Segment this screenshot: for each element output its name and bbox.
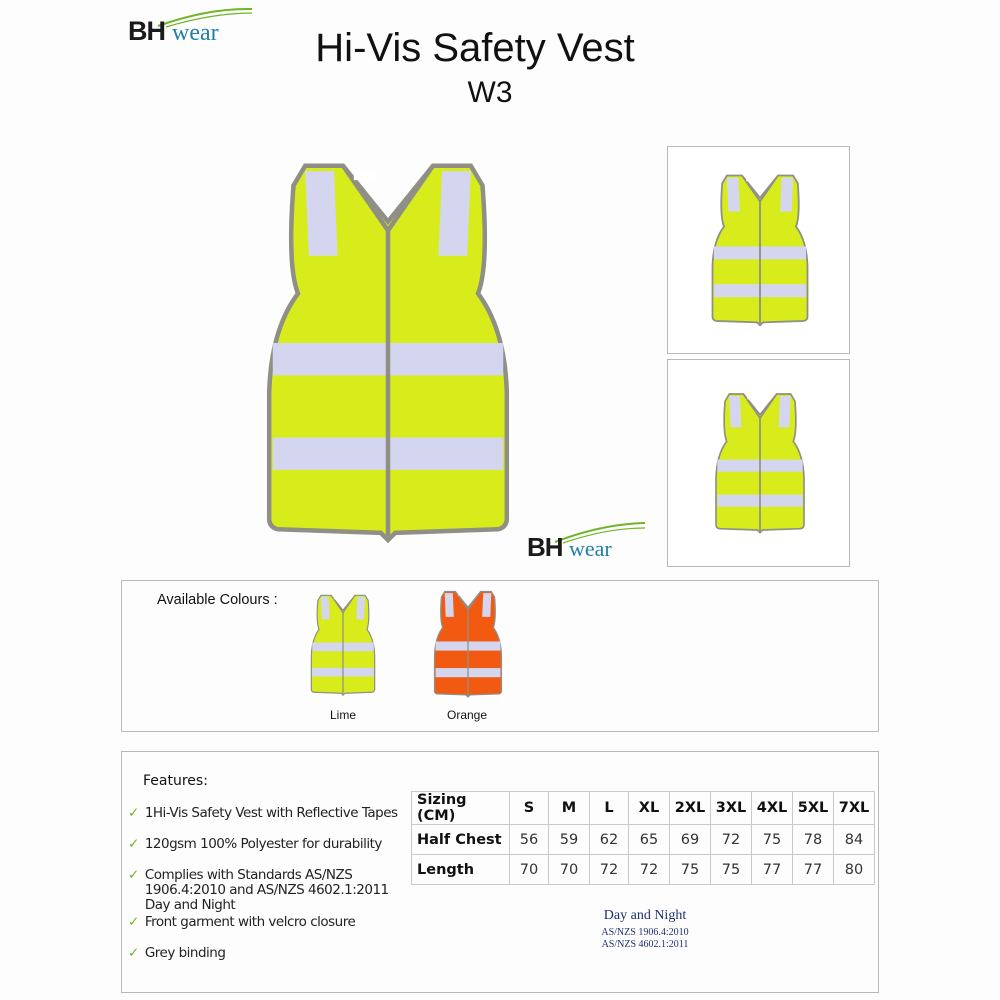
main-vest-image bbox=[253, 142, 523, 562]
thumbnail-front[interactable] bbox=[667, 146, 850, 354]
lime-colour-label: Lime bbox=[329, 708, 356, 722]
check-icon: ✓ bbox=[128, 867, 139, 883]
size-header-cell: 4XL bbox=[752, 792, 793, 825]
thumbnail-side[interactable] bbox=[667, 359, 850, 567]
table-cell: 84 bbox=[834, 825, 875, 855]
table-cell: 62 bbox=[590, 825, 629, 855]
lime-vest-swatch[interactable] bbox=[307, 587, 379, 703]
size-header-cell: M bbox=[549, 792, 590, 825]
table-cell: 59 bbox=[549, 825, 590, 855]
features-title: Features: bbox=[143, 773, 208, 789]
table-cell: 56 bbox=[510, 825, 549, 855]
check-icon: ✓ bbox=[128, 945, 139, 961]
size-header-cell: 3XL bbox=[711, 792, 752, 825]
table-cell: 77 bbox=[752, 855, 793, 885]
product-code: W3 bbox=[467, 76, 513, 109]
table-cell: 70 bbox=[549, 855, 590, 885]
check-icon: ✓ bbox=[128, 836, 139, 852]
table-cell: 72 bbox=[629, 855, 670, 885]
available-colours-label: Available Colours : bbox=[157, 592, 278, 608]
half-chest-row bbox=[412, 825, 875, 855]
standards-title: Day and Night bbox=[603, 908, 687, 923]
feature-item: ✓ Front garment with velcro closure bbox=[128, 914, 356, 930]
feature-item: ✓ 120gsm 100% Polyester for durability bbox=[128, 836, 382, 852]
table-cell: 75 bbox=[670, 855, 711, 885]
feature-item: ✓ Grey binding bbox=[128, 945, 226, 961]
size-header-cell: L bbox=[590, 792, 629, 825]
size-header-cell: XL bbox=[629, 792, 670, 825]
table-cell: 72 bbox=[711, 825, 752, 855]
table-cell: 80 bbox=[834, 855, 875, 885]
check-icon: ✓ bbox=[128, 805, 139, 821]
sizing-table bbox=[411, 791, 875, 885]
brand-logo-secondary bbox=[527, 520, 647, 564]
feature-item: ✓ Complies with Standards AS/NZS 1906.4:2010 and AS/NZS 4602.1:2011 Day and Night bbox=[128, 867, 389, 913]
sizing-header-row bbox=[412, 792, 875, 825]
table-cell: 70 bbox=[510, 855, 549, 885]
table-cell: 72 bbox=[590, 855, 629, 885]
standards-line: AS/NZS 1906.4:2010 bbox=[601, 927, 689, 938]
row-label: Half Chest bbox=[412, 825, 510, 855]
standards-line: AS/NZS 4602.1:2011 bbox=[601, 939, 689, 950]
table-cell: 75 bbox=[752, 825, 793, 855]
sizing-header-label: Sizing (CM) bbox=[412, 792, 510, 825]
logo-bh-text: BH bbox=[128, 16, 165, 46]
orange-vest-swatch[interactable] bbox=[430, 585, 506, 703]
length-row bbox=[412, 855, 875, 885]
table-cell: 75 bbox=[711, 855, 752, 885]
size-header-cell: 7XL bbox=[834, 792, 875, 825]
brand-logo bbox=[128, 6, 258, 46]
row-label: Length bbox=[412, 855, 510, 885]
logo-wear-text: wear bbox=[569, 536, 612, 561]
logo-bh-text: BH bbox=[527, 532, 563, 562]
size-header-cell: S bbox=[510, 792, 549, 825]
orange-colour-label: Orange bbox=[446, 708, 488, 722]
table-cell: 69 bbox=[670, 825, 711, 855]
size-header-cell: 5XL bbox=[793, 792, 834, 825]
logo-wear-text: wear bbox=[172, 20, 219, 46]
table-cell: 65 bbox=[629, 825, 670, 855]
table-cell: 77 bbox=[793, 855, 834, 885]
page-title: Hi-Vis Safety Vest bbox=[315, 26, 635, 70]
check-icon: ✓ bbox=[128, 914, 139, 930]
thumbnail-side-vest-image bbox=[710, 374, 810, 552]
feature-item: ✓ 1Hi-Vis Safety Vest with Reflective Tapes bbox=[128, 805, 398, 821]
table-cell: 78 bbox=[793, 825, 834, 855]
size-header-cell: 2XL bbox=[670, 792, 711, 825]
thumbnail-front-vest-image bbox=[706, 167, 814, 333]
